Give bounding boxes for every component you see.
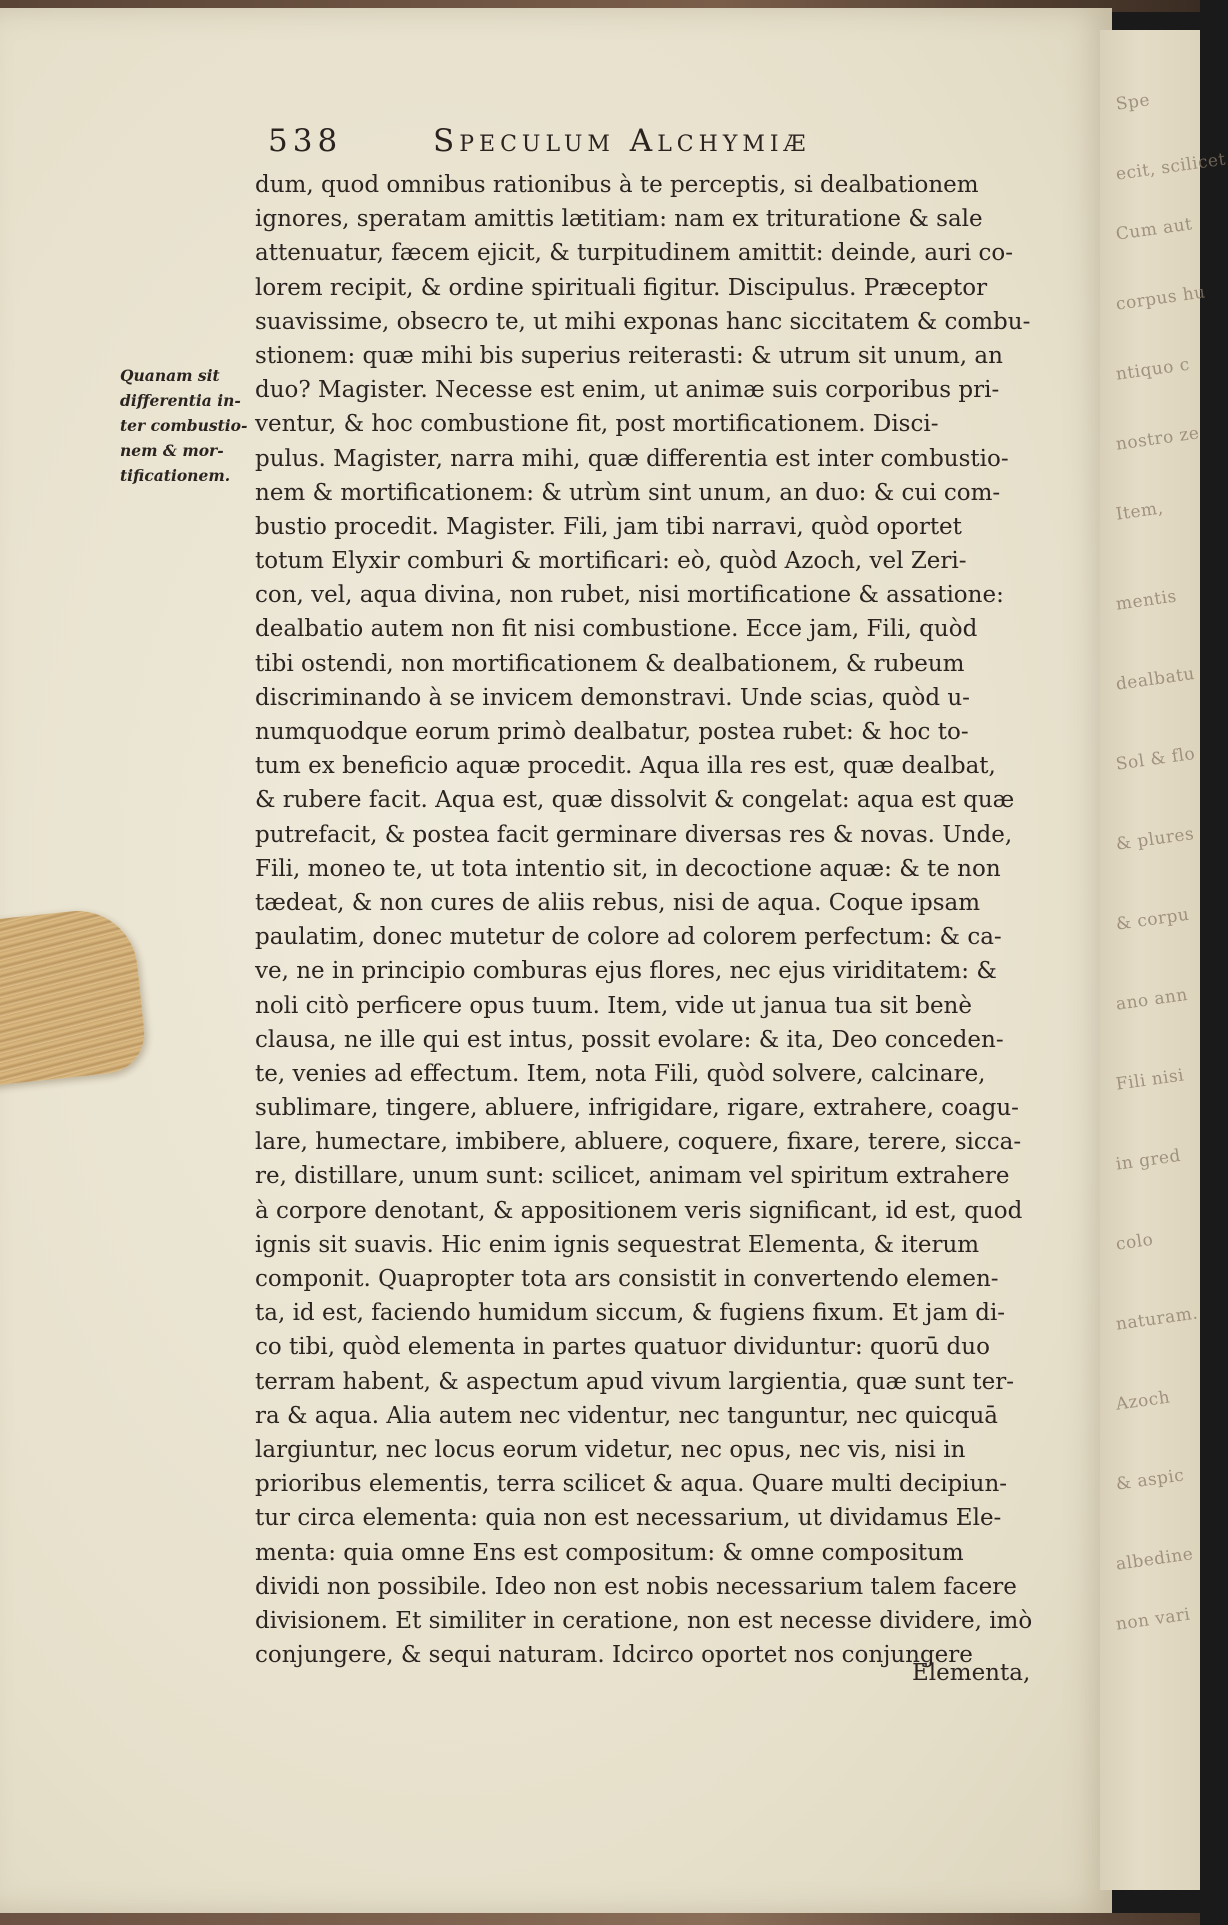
text-line: tur circa elementa: quia non est necessarium, ut dividamus Ele- [255, 1505, 1002, 1532]
bleed-through-text: Item, [1114, 498, 1165, 525]
text-line: dum, quod omnibus rationibus à te perceptis, si dealbationem [255, 172, 979, 198]
text-line: conjungere, & sequi naturam. Idcirco oportet nos conjungere [255, 1642, 973, 1669]
text-line: noli citò perficere opus tuum. Item, vide ut janua tua sit benè [255, 992, 972, 1019]
bleed-through-text: & plures [1114, 823, 1196, 855]
text-line: pulus. Magister, narra mihi, quæ differentia est inter combustio- [255, 445, 1009, 472]
text-line: ignis sit suavis. Hic enim ignis sequestrat Elementa, & iterum [255, 1231, 980, 1258]
text-line: totum Elyxir comburi & mortificari: eò, quòd Azoch, vel Zeri- [255, 548, 967, 575]
margin-note-line: nem & mor- [120, 441, 224, 460]
catchword: Elementa, [912, 1660, 1031, 1686]
text-line: divisionem. Et similiter in ceratione, non est necesse dividere, imò [255, 1607, 1033, 1634]
bleed-through-text: nostro ze [1114, 423, 1201, 455]
text-line: componit. Quapropter tota ars consistit in convertendo elemen- [255, 1266, 999, 1292]
bleed-through-text: & corpu [1114, 904, 1191, 935]
text-line: con, vel, aqua divina, non rubet, nisi mortificatione & assatione: [255, 582, 1004, 609]
text-line: à corpore denotant, & appositionem veris significant, id est, quod [255, 1197, 1023, 1224]
page-number: 538 [268, 123, 343, 159]
text-line: sublimare, tingere, abluere, infrigidare, rigare, extrahere, coagu- [255, 1095, 1019, 1122]
bleed-through-text: ano ann [1114, 984, 1190, 1015]
text-line: ventur, & hoc combustione fit, post mortificationem. Disci- [255, 411, 939, 438]
bookmark-ribbon [0, 905, 148, 1086]
bleed-through-text: naturam. [1114, 1303, 1200, 1335]
text-line: lorem recipit, & ordine spirituali figitur. Discipulus. Præceptor [255, 274, 988, 301]
book-page [0, 8, 1112, 1913]
bleed-through-text: ntiquo c [1114, 354, 1191, 385]
margin-note-line: Quanam sit [120, 366, 220, 385]
bleed-through-text: Spe [1114, 90, 1152, 115]
text-line: discriminando à se invicem demonstravi. Unde scias, quòd u- [255, 684, 970, 711]
bleed-through-text: dealbatu [1114, 663, 1197, 695]
text-line: re, distillare, unum sunt: scilicet, animam vel spiritum extrahere [255, 1163, 1010, 1190]
bleed-through-text: Cum aut [1114, 214, 1194, 245]
bleed-through-text: Azoch [1114, 1387, 1172, 1415]
text-line: ignores, speratam amittis lætitiam: nam ex trituratione & sale [255, 206, 983, 233]
text-line: largiuntur, nec locus eorum videtur, nec opus, nec vis, nisi in [255, 1436, 966, 1463]
bleed-through-text: corpus hu [1114, 282, 1207, 315]
text-line: nem & mortificationem: & utrùm sint unum, an duo: & cui com- [255, 479, 1001, 506]
margin-note-line: ter combustio- [120, 416, 248, 435]
body-text [255, 168, 1065, 1672]
text-line: ta, id est, faciendo humidum siccum, & fugiens fixum. Et jam di- [255, 1300, 1006, 1327]
bleed-through-text: & aspic [1114, 1465, 1186, 1495]
text-line: lare, humectare, imbibere, abluere, coquere, fixare, terere, sicca- [255, 1129, 1022, 1156]
bleed-through-text: colo [1114, 1229, 1155, 1255]
bleed-through-text: Fili nisi [1114, 1065, 1186, 1095]
bleed-through-text: non vari [1114, 1604, 1192, 1635]
bleed-through-text: Sol & flo [1114, 743, 1197, 775]
text-line: te, venies ad effectum. Item, nota Fili, quòd solvere, calcinare, [255, 1060, 986, 1087]
text-line: co tibi, quòd elementa in partes quatuor dividuntur: quorū duo [255, 1334, 990, 1361]
text-line: ve, ne in principio comburas ejus flores, nec ejus viriditatem: & [255, 958, 997, 985]
text-line: tum ex beneficio aquæ procedit. Aqua illa res est, quæ dealbat, [255, 753, 996, 780]
text-line: duo? Magister. Necesse est enim, ut animæ suis corporibus pri- [255, 377, 1000, 404]
margin-note-line: differentia in- [120, 391, 241, 410]
margin-note-line: tificationem. [120, 466, 231, 485]
text-line: putrefacit, & postea facit germinare diversas res & novas. Unde, [255, 821, 1013, 848]
text-line: attenuatur, fæcem ejicit, & turpitudinem amittit: deinde, auri co- [255, 240, 1014, 267]
text-line: bustio procedit. Magister. Fili, jam tibi narravi, quòd oportet [255, 513, 962, 540]
text-line: tædeat, & non cures de aliis rebus, nisi de aqua. Coque ipsam [255, 889, 981, 916]
facing-page-edge [1100, 30, 1228, 1890]
text-line: & rubere facit. Aqua est, quæ dissolvit & congelat: aqua est quæ [255, 787, 1015, 814]
running-title: Speculum Alchymiæ [433, 123, 811, 159]
bleed-through-text: ecit, scilicet [1114, 149, 1228, 185]
text-line: clausa, ne ille qui est intus, possit evolare: & ita, Deo conceden- [255, 1026, 1004, 1053]
text-line: stionem: quæ mihi bis superius reiterasti: & utrum sit unum, an [255, 342, 1003, 369]
text-line: paulatim, donec mutetur de colore ad colorem perfectum: & ca- [255, 924, 1002, 951]
bleed-through-text: albedine [1114, 1544, 1195, 1575]
text-line: Fili, moneo te, ut tota intentio sit, in decoctione aquæ: & te non [255, 855, 1001, 882]
text-line: ra & aqua. Alia autem nec videntur, nec tanguntur, nec quicquā [255, 1402, 999, 1429]
text-line: dividi non possibile. Ideo non est nobis necessarium talem facere [255, 1573, 1017, 1600]
text-line: prioribus elementis, terra scilicet & aqua. Quare multi decipiun- [255, 1471, 1008, 1498]
text-line: terram habent, & aspectum apud vivum largientia, quæ sunt ter- [255, 1368, 1015, 1395]
text-line: menta: quia omne Ens est compositum: & omne compositum [255, 1539, 964, 1566]
text-line: dealbatio autem non fit nisi combustione. Ecce jam, Fili, quòd [255, 616, 978, 643]
bleed-through-text: mentis [1114, 586, 1179, 615]
running-header [268, 123, 1068, 163]
text-line: numquodque eorum primò dealbatur, postea rubet: & hoc to- [255, 719, 969, 745]
text-line: tibi ostendi, non mortificationem & dealbationem, & rubeum [255, 650, 965, 677]
margin-note [120, 363, 260, 488]
bleed-through-text: in gred [1114, 1145, 1183, 1175]
book-bottom-edge [0, 1913, 1200, 1925]
text-line: suavissime, obsecro te, ut mihi exponas hanc siccitatem & combu- [255, 308, 1031, 335]
